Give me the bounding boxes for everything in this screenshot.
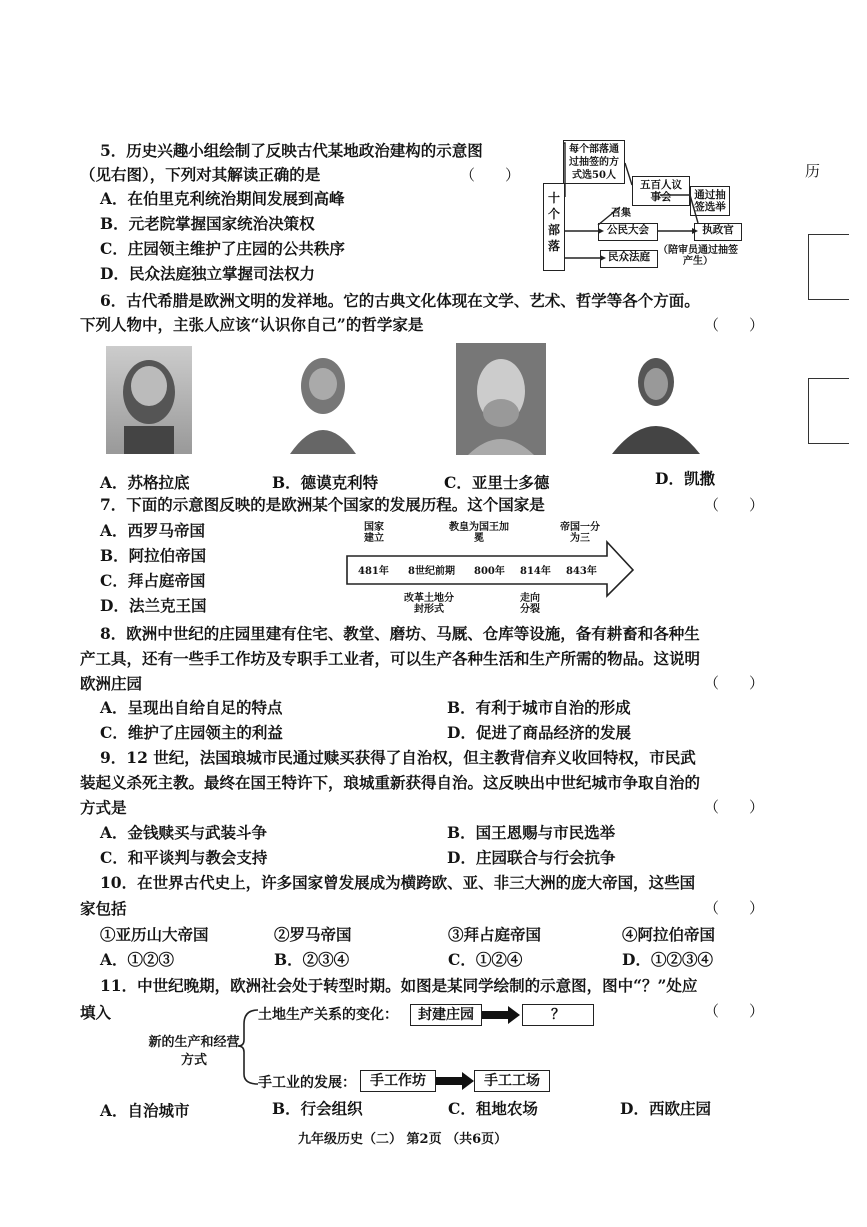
- q6-option-c: C．亚里士多德: [444, 473, 550, 492]
- democritus-portrait: [280, 346, 366, 454]
- q7-option-a: A．西罗马帝国: [100, 521, 206, 540]
- page-footer: 九年级历史（二） 第2页 （共6页）: [298, 1132, 508, 1147]
- timeline-tick: 843年: [566, 566, 597, 577]
- q9-stem: 方式是: [80, 798, 127, 817]
- q11-stem: 填入: [80, 1003, 112, 1022]
- q5-selection-box: 每个部落通过抽签的方式选50人: [563, 140, 625, 184]
- q11-box-feudal-manor: 封建庄园: [410, 1004, 482, 1026]
- q5-answer-paren: （ ）: [460, 166, 521, 184]
- q10-item: ③拜占庭帝国: [448, 925, 542, 944]
- q5-stem: （见右图），下列对其解读正确的是: [80, 165, 321, 184]
- q5-summon-label: 召集: [611, 208, 631, 219]
- q5-option-c: C．庄园领主维护了庄园的公共秩序: [100, 239, 345, 258]
- timeline-label-above: 帝国一分为三: [560, 522, 600, 544]
- q10-stem: 10．在世界古代史上，许多国家曾发展成为横跨欧、亚、非三大洲的庞大帝国，这些国: [100, 873, 696, 892]
- q6-stem: 6．古代希腊是欧洲文明的发祥地。它的古典文化体现在文学、艺术、哲学等各个方面。: [100, 291, 700, 310]
- q6-answer-paren: （ ）: [704, 316, 765, 334]
- q9-option-a: A．金钱赎买与武装斗争: [100, 823, 268, 842]
- q9-stem: 装起义杀死主教。最终在国王特许下，琅城重新获得自治。这反映出中世纪城市争取自治的: [80, 773, 701, 792]
- q10-option-d: D．①②③④: [622, 950, 713, 969]
- q9-option-c: C．和平谈判与教会支持: [100, 848, 268, 867]
- q10-item: ①亚历山大帝国: [100, 925, 209, 944]
- q6-option-a: A．苏格拉底: [100, 473, 190, 492]
- q11-stem: 11．中世纪晚期，欧洲社会处于转型时期。如图是某同学绘制的示意图，图中“？”处应: [100, 976, 698, 995]
- q11-branch2-label: 手工业的发展：: [258, 1075, 356, 1091]
- q8-stem: 产工具，还有一些手工作坊及专职手工业者，可以生产各种生活和生产所需的物品。这说明: [80, 649, 701, 668]
- q11-option-d: D．西欧庄园: [620, 1099, 711, 1118]
- edge-bracket: [808, 234, 849, 300]
- q5-court-box: 民众法庭: [600, 250, 658, 268]
- q10-option-c: C．①②④: [448, 950, 523, 969]
- q10-option-a: A．①②③: [100, 950, 175, 969]
- q11-answer-paren: （ ）: [704, 1002, 765, 1020]
- q11-box-factory: 手工工场: [474, 1070, 550, 1092]
- q8-stem: 8．欧洲中世纪的庄园里建有住宅、教堂、磨坊、马厩、仓库等设施，备有耕畜和各种生: [100, 624, 700, 643]
- timeline-label-below: 改革土地分封形式: [404, 593, 454, 615]
- caesar-portrait: [606, 346, 706, 454]
- edge-text: 历: [805, 162, 821, 180]
- q10-option-b: B．②③④: [274, 950, 350, 969]
- q8-option-b: B．有利于城市自治的形成: [447, 698, 631, 717]
- q5-assembly-box: 公民大会: [598, 223, 658, 241]
- q10-answer-paren: （ ）: [704, 899, 765, 917]
- q11-brace: [236, 1004, 260, 1088]
- q5-tribes-box: 十个部落: [543, 183, 565, 271]
- q5-diagram-arrows: [540, 135, 750, 280]
- q9-answer-paren: （ ）: [704, 798, 765, 816]
- q6-option-d: D．凯撒: [655, 469, 715, 488]
- q11-option-a: A．自治城市: [100, 1101, 190, 1120]
- q11-option-b: B．行会组织: [272, 1099, 363, 1118]
- q7-answer-paren: （ ）: [704, 496, 765, 514]
- q5-lot-box: 通过抽签选举: [690, 186, 730, 216]
- q10-item: ②罗马帝国: [274, 925, 352, 944]
- q7-option-b: B．阿拉伯帝国: [100, 546, 207, 565]
- q9-stem: 9．12 世纪，法国琅城市民通过赎买获得了自治权，但主教背信弃义收回特权，市民武: [100, 748, 696, 767]
- q11-root-label: 新的生产和经营方式: [148, 1035, 240, 1068]
- timeline-label-above: 教皇为国王加冕: [449, 522, 509, 544]
- timeline-tick: 814年: [520, 566, 551, 577]
- q6-option-b: B．德谟克利特: [272, 473, 379, 492]
- q8-answer-paren: （ ）: [704, 674, 765, 692]
- timeline-tick: 8世纪前期: [408, 566, 455, 577]
- q10-stem: 家包括: [80, 899, 127, 918]
- timeline-tick: 800年: [474, 566, 505, 577]
- q10-item: ④阿拉伯帝国: [622, 925, 716, 944]
- q5-officials-box: 执政官: [694, 223, 742, 241]
- q11-option-c: C．租地农场: [448, 1099, 538, 1118]
- q8-option-a: A．呈现出自给自足的特点: [100, 698, 283, 717]
- q7-option-c: C．拜占庭帝国: [100, 571, 206, 590]
- aristotle-portrait: [456, 343, 546, 455]
- q5-stem: 5．历史兴趣小组绘制了反映古代某地政治建构的示意图: [100, 141, 483, 160]
- timeline-label-below: 走向分裂: [520, 593, 540, 615]
- q11-box-workshop: 手工作坊: [360, 1070, 436, 1092]
- q11-arrow-2: [436, 1072, 476, 1090]
- q7-stem: 7．下面的示意图反映的是欧洲某个国家的发展历程。这个国家是: [100, 495, 545, 514]
- q6-stem: 下列人物中，主张人应该“认识你自己”的哲学家是: [80, 315, 424, 334]
- q8-stem: 欧洲庄园: [80, 674, 143, 693]
- q9-option-b: B．国王恩赐与市民选举: [447, 823, 616, 842]
- timeline-tick: 481年: [358, 566, 389, 577]
- q5-court-note: （陪审员通过抽签产生）: [658, 245, 738, 267]
- q7-option-d: D．法兰克王国: [100, 596, 207, 615]
- q9-option-d: D．庄园联合与行会抗争: [447, 848, 616, 867]
- q5-option-a: A．在伯里克利统治期间发展到高峰: [100, 189, 345, 208]
- socrates-portrait: [106, 346, 192, 454]
- timeline-label-above: 国家建立: [364, 522, 384, 544]
- q5-council-box: 五百人议事会: [632, 176, 690, 206]
- q5-option-b: B．元老院掌握国家统治决策权: [100, 214, 315, 233]
- q5-option-d: D．民众法庭独立掌握司法权力: [100, 264, 315, 283]
- q8-option-d: D．促进了商品经济的发展: [447, 723, 631, 742]
- q11-box-question: ？: [522, 1004, 594, 1026]
- edge-bracket: [808, 378, 849, 444]
- q11-arrow-1: [482, 1006, 522, 1024]
- q8-option-c: C．维护了庄园领主的利益: [100, 723, 283, 742]
- q11-branch1-label: 土地生产关系的变化：: [258, 1007, 398, 1023]
